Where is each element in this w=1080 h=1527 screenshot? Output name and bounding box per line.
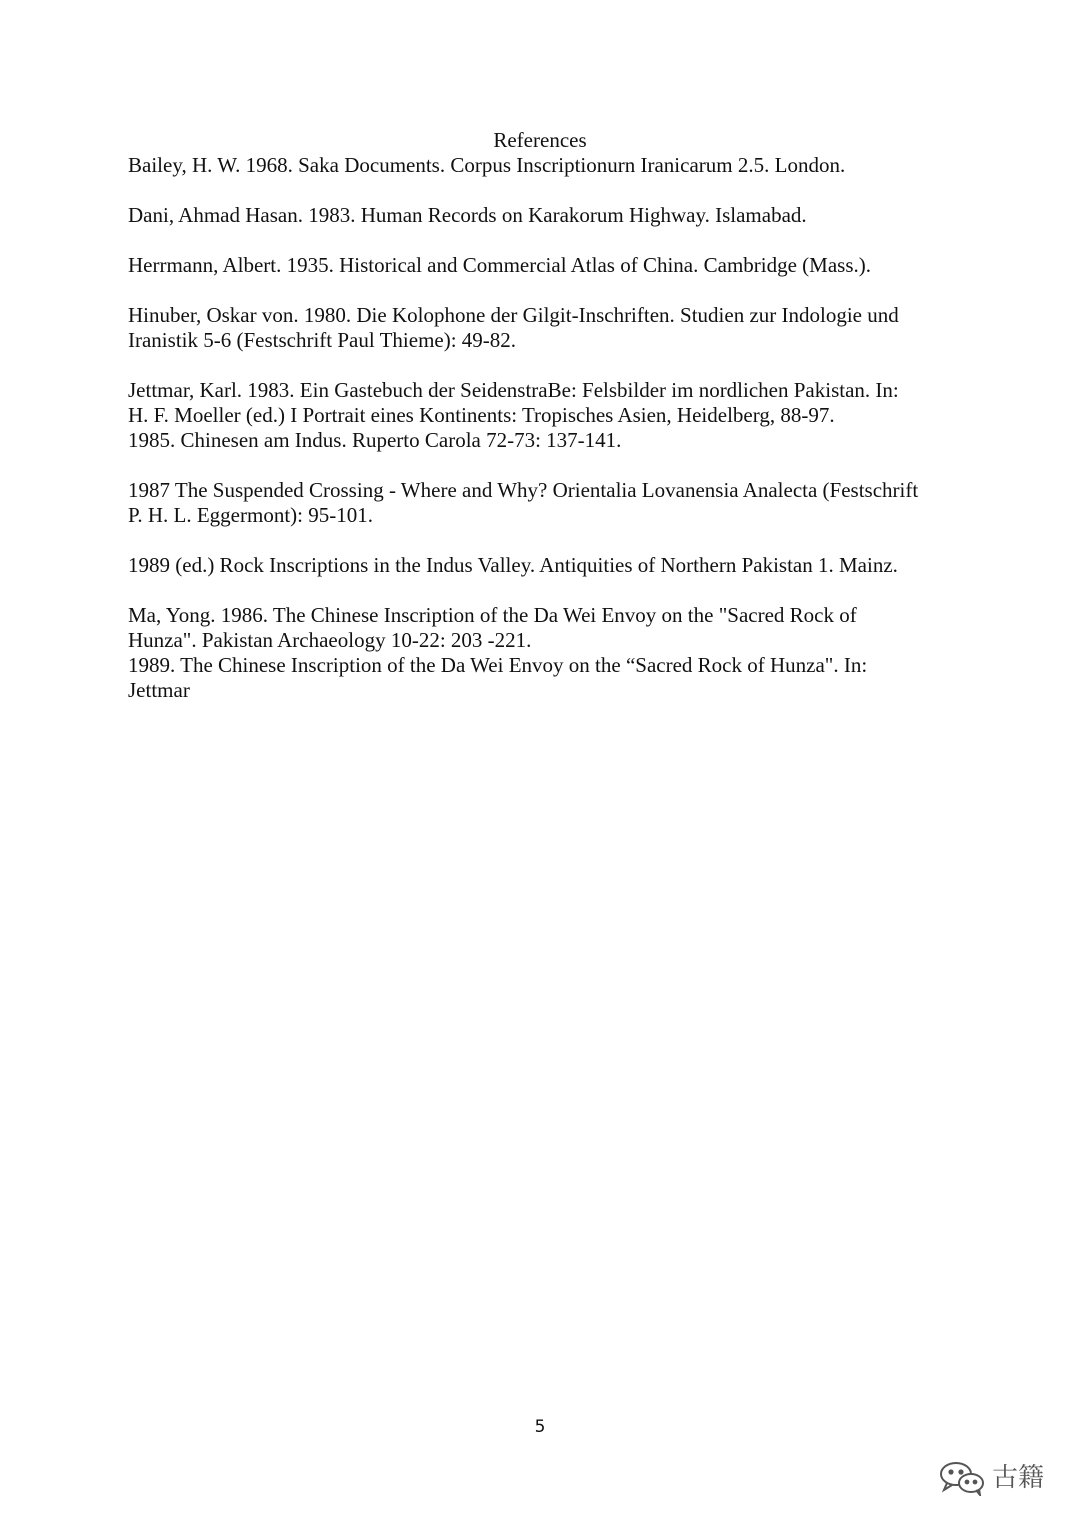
reference-line: 1989 (ed.) Rock Inscriptions in the Indus Valley. Antiquities of Northern Pakistan 1. Mainz. [128, 553, 898, 577]
reference-line: Jettmar, Karl. 1983. Ein Gastebuch der SeidenstraBe: Felsbilder im nordlichen Pakistan. In: [128, 378, 899, 402]
reference-line: Jettmar [128, 678, 190, 702]
watermark-text: 古籍 [992, 1463, 1045, 1493]
reference-line: 1987 The Suspended Crossing - Where and Why? Orientalia Lovanensia Analecta (Festschrift [128, 478, 919, 502]
reference-line: Hunza". Pakistan Archaeology 10-22: 203 -221. [128, 628, 532, 652]
reference-entry [128, 553, 958, 578]
reference-line: 1989. The Chinese Inscription of the Da Wei Envoy on the “Sacred Rock of Hunza". In: [128, 653, 868, 677]
reference-line: Ma, Yong. 1986. The Chinese Inscription of the Da Wei Envoy on the "Sacred Rock of [128, 603, 857, 627]
wechat-icon [938, 1460, 986, 1496]
reference-line: H. F. Moeller (ed.) I Portrait eines Kontinents: Tropisches Asien, Heidelberg, 88-97. [128, 403, 835, 427]
page-title: References [493, 128, 587, 152]
reference-line: Hinuber, Oskar von. 1980. Die Kolophone der Gilgit-Inschriften. Studien zur Indologie und [128, 303, 899, 327]
page-number: 5 [534, 1417, 546, 1437]
reference-line: Iranistik 5-6 (Festschrift Paul Thieme): 49-82. [128, 328, 517, 352]
reference-line: P. H. L. Eggermont): 95-101. [128, 503, 373, 527]
reference-entry [128, 378, 958, 453]
reference-entry [128, 253, 958, 278]
reference-entry [128, 203, 958, 228]
reference-line: Bailey, H. W. 1968. Saka Documents. Corpus Inscriptionurn Iranicarum 2.5. London. [128, 153, 846, 177]
reference-line: 1985. Chinesen am Indus. Ruperto Carola 72-73: 137-141. [128, 428, 622, 452]
reference-line: Herrmann, Albert. 1935. Historical and Commercial Atlas of China. Cambridge (Mass.). [128, 253, 872, 277]
reference-list [128, 153, 958, 728]
reference-entry [128, 153, 958, 178]
reference-line: Dani, Ahmad Hasan. 1983. Human Records on Karakorum Highway. Islamabad. [128, 203, 807, 227]
reference-entry [128, 478, 958, 528]
reference-entry [128, 603, 958, 703]
watermark [938, 1458, 1044, 1498]
reference-entry [128, 303, 958, 353]
